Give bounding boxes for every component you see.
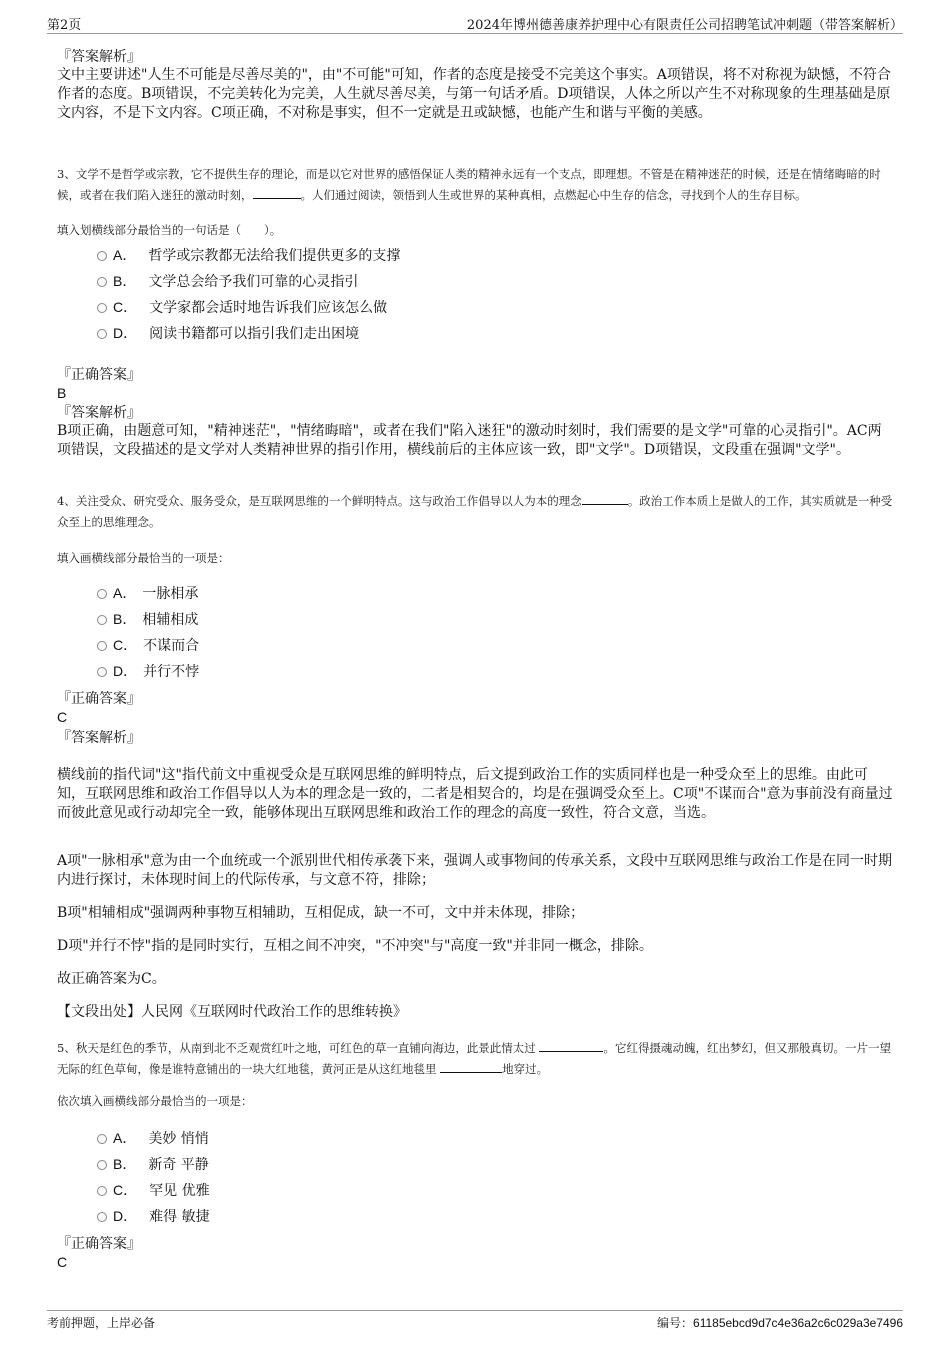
option-key: C． [113, 1182, 138, 1198]
option-text: 哲学或宗教都无法给我们提供更多的支撑 [148, 248, 401, 264]
option-text: 罕见 优雅 [149, 1183, 210, 1199]
q5-option-c[interactable] [97, 1180, 210, 1201]
document-title: 2024年博州德善康养护理中心有限责任公司招聘笔试冲刺题（带答案解析） [466, 18, 903, 33]
footer-divider [47, 1310, 903, 1311]
q4-analysis-para-1: 横线前的指代词"这"指代前文中重视受众是互联网思维的鲜明特点，后文提到政治工作的实质同样也是一种受众至上的思维。由此可知，互联网思维和政治工作倡导以人为本的理念是一致的，二者是相契合的，均是在强调受众至上。C项"不谋而合"意为事前没有商量过而彼此意见或行动却完全一致，能够体现出互联网思维和政治工作的理念的高度一致性，符合文意，当选。 [57, 767, 893, 821]
code-label: 编号： [657, 1316, 694, 1330]
radio-icon[interactable] [97, 641, 107, 651]
option-text: 难得 敏捷 [149, 1209, 210, 1225]
q3-option-a[interactable] [97, 245, 400, 266]
q5-correct-label: 『正确答案』 [57, 1236, 141, 1252]
q3-analysis-label: 『答案解析』 [57, 405, 141, 421]
source-text: 人民网《互联网时代政治工作的思维转换》 [141, 1004, 407, 1020]
option-key: B． [113, 1156, 137, 1172]
q3-stem [57, 164, 893, 206]
radio-icon[interactable] [97, 303, 107, 313]
q4-prompt: 填入画横线部分最恰当的一项是： [57, 551, 230, 565]
q5-stem-part2: 。它红得摄魂动魄，红出梦幻，但又那般真切。一片一望无际的红色草甸，像是谁特意铺出的一块大红地毯，黄河正是从这红地毯里 [57, 1041, 891, 1076]
radio-icon[interactable] [97, 1186, 107, 1196]
option-key: B． [113, 273, 137, 289]
q3-analysis-text: B项正确，由题意可知，"精神迷茫"，"情绪晦暗"，或者在我们"陷入迷狂"的激动时刻时，我们需要的是文学"可靠的心灵指引"。AC两项错误，文段描述的是文学对人类精神世界的指引作用，横线前后的主体应该一致，即"文学"。D项错误，文段重在强调"文学"。 [57, 423, 882, 458]
q3-correct-label: 『正确答案』 [57, 367, 141, 383]
q4-analysis-para-4: D项"并行不悖"指的是同时实行，互相之间不冲突，"不冲突"与"高度一致"并非同一概念，排除。 [57, 938, 653, 954]
q3-blank [253, 188, 301, 199]
option-key: A． [113, 1130, 137, 1146]
header-divider [47, 33, 903, 34]
option-text: 相辅相成 [142, 612, 199, 628]
q3-prompt: 填入划横线部分最恰当的一句话是（ ）。 [57, 223, 282, 237]
radio-icon[interactable] [97, 329, 107, 339]
option-text: 一脉相承 [142, 586, 199, 602]
radio-icon[interactable] [97, 589, 107, 599]
q5-option-b[interactable] [97, 1154, 209, 1175]
page-footer [47, 1312, 903, 1332]
radio-icon[interactable] [97, 1134, 107, 1144]
option-key: D． [113, 1208, 138, 1224]
radio-icon[interactable] [97, 277, 107, 287]
radio-icon[interactable] [97, 251, 107, 261]
q4-stem-part1: 4、关注受众、研究受众、服务受众，是互联网思维的一个鲜明特点。这与政治工作倡导以人为本的理念 [57, 494, 582, 508]
q4-correct-label: 『正确答案』 [57, 691, 141, 707]
q3-option-d[interactable] [97, 323, 359, 344]
q5-blank-2 [440, 1062, 502, 1073]
option-key: C． [113, 299, 138, 315]
radio-icon[interactable] [97, 615, 107, 625]
option-text: 新奇 平静 [148, 1157, 209, 1173]
source-label: 【文段出处】 [57, 1004, 141, 1020]
footer-slogan: 考前押题，上岸必备 [47, 1316, 156, 1330]
radio-icon[interactable] [97, 667, 107, 677]
radio-icon[interactable] [97, 1212, 107, 1222]
q2-analysis-label: 『答案解析』 [57, 49, 141, 65]
option-text: 美妙 悄悄 [148, 1131, 209, 1147]
q5-option-a[interactable] [97, 1128, 209, 1149]
q4-option-b[interactable] [97, 609, 198, 630]
q5-blank-1 [539, 1041, 603, 1052]
option-key: D． [113, 325, 138, 341]
q4-blank [582, 494, 628, 505]
option-key: A． [113, 585, 137, 601]
q3-stem-part2: 。人们通过阅读，领悟到人生或世界的某种真相，点燃起心中生存的信念，寻找到个人的生存目标。 [300, 188, 807, 202]
q5-option-d[interactable] [97, 1206, 210, 1227]
q4-option-a[interactable] [97, 583, 198, 604]
q5-stem-part1: 5、秋天是红色的季节，从南到北不乏观赏红叶之地，可红色的草一直铺向海边，此景此情太过 [57, 1041, 536, 1055]
q3-option-c[interactable] [97, 297, 387, 318]
option-text: 阅读书籍都可以指引我们走出困境 [149, 326, 360, 342]
q4-option-c[interactable] [97, 635, 199, 656]
option-key: B． [113, 611, 137, 627]
q3-answer: B [57, 385, 67, 401]
q5-stem-part3: 地穿过。 [502, 1062, 549, 1076]
document-code [657, 1314, 903, 1331]
option-key: A． [113, 247, 137, 263]
q4-stem-part2: 。政治工作本质上是做人的工作，其实质就是一种受众至上的思维理念。 [57, 494, 893, 529]
q4-stem [57, 491, 893, 533]
q4-answer: C [57, 709, 68, 725]
q3-option-b[interactable] [97, 271, 358, 292]
radio-icon[interactable] [97, 1160, 107, 1170]
option-key: C． [113, 637, 138, 653]
q4-source [57, 1003, 893, 1022]
option-text: 文学家都会适时地告诉我们应该怎么做 [149, 300, 388, 316]
page-number: 第2页 [47, 18, 82, 33]
option-text: 并行不悖 [143, 664, 200, 680]
q5-prompt: 依次填入画横线部分最恰当的一项是： [57, 1094, 253, 1108]
option-text: 文学总会给予我们可靠的心灵指引 [148, 274, 359, 290]
q4-analysis-label: 『答案解析』 [57, 730, 141, 746]
q4-analysis-para-3: B项"相辅相成"强调两种事物互相辅助，互相促成，缺一不可，文中并未体现，排除； [57, 905, 585, 921]
q5-answer: C [57, 1254, 68, 1270]
q2-analysis-text: 文中主要讲述"人生不可能是尽善尽美的"，由"不可能"可知，作者的态度是接受不完美这个事实。A项错误，将不对称视为缺憾，不符合作者的态度。B项错误，不完美转化为完美，人生就尽善尽美，与第一句话矛盾。D项错误，人体之所以产生不对称现象的生理基础是原文内容，不是下文内容。C项正确，不对称是事实，但不一定就是丑或缺憾，也能产生和谐与平衡的美感。 [57, 67, 891, 121]
page-header [47, 14, 903, 34]
option-text: 不谋而合 [143, 638, 200, 654]
option-key: D． [113, 663, 138, 679]
q3-stem-part1: 3、文学不是哲学或宗教，它不提供生存的理论，而是以它对世界的感悟保证人类的精神永远有一个支点，即理想。不管是在精神迷茫的时候，还是在情绪晦暗的时候，或者在我们陷入迷狂的激动时刻， [57, 167, 881, 202]
q4-option-d[interactable] [97, 661, 199, 682]
q4-analysis-para-5: 故正确答案为C。 [57, 971, 166, 987]
q5-stem [57, 1038, 893, 1080]
code-value: 61185ebcd9d7c4e36a2c6c029a3e7496 [693, 1316, 903, 1330]
q4-analysis-para-2: A项"一脉相承"意为由一个血统或一个派别世代相传承袭下来，强调人或事物间的传承关系，文段中互联网思维与政治工作是在同一时期内进行探讨，未体现时间上的代际传承，与文意不符，排除； [57, 853, 892, 888]
